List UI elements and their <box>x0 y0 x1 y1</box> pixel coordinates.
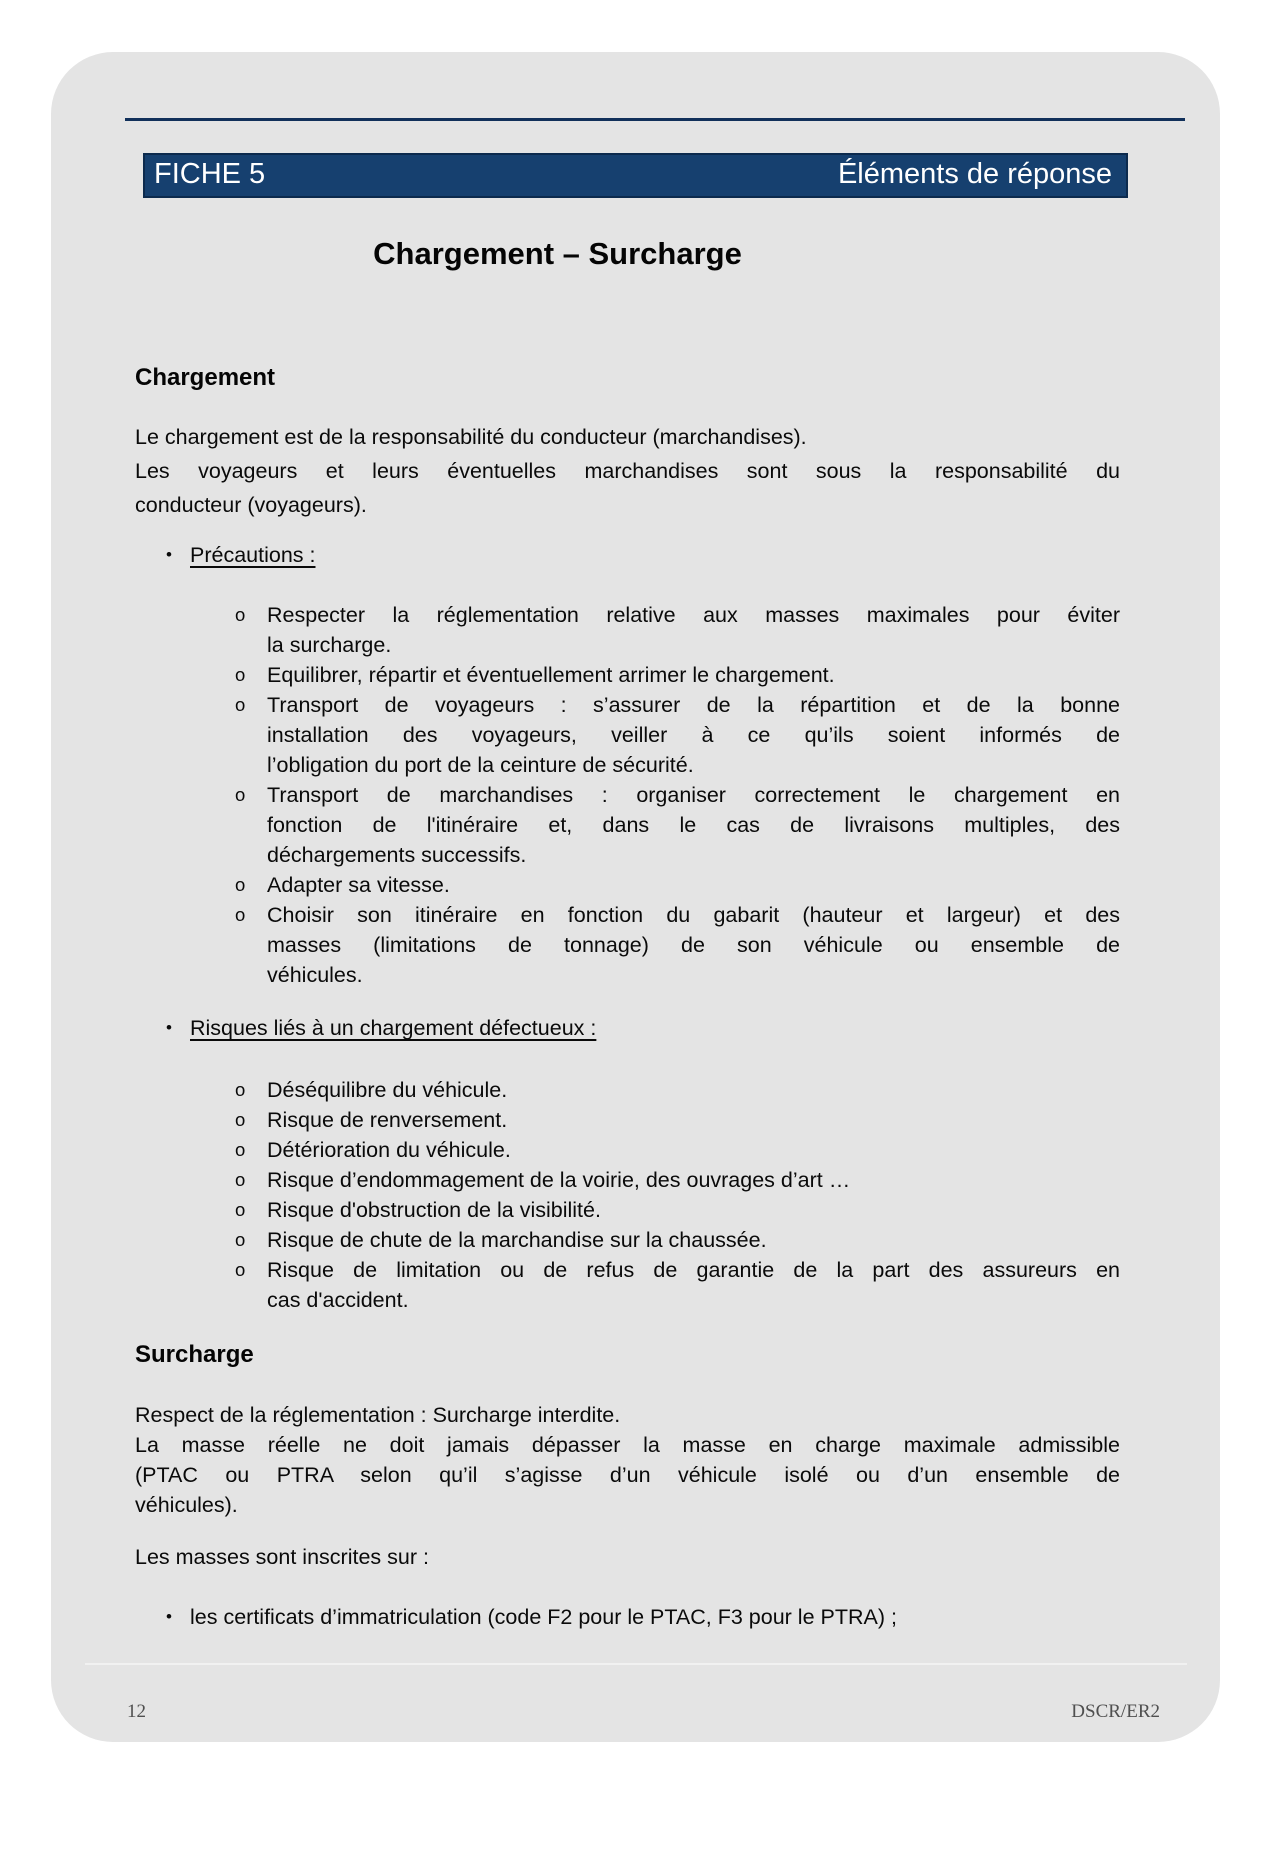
text-line: masses (limitations de tonnage) de son véhicule ou ensemble de <box>267 933 1120 957</box>
list-item <box>135 1165 1120 1195</box>
circle-bullet-icon: o <box>235 1199 246 1220</box>
text-line: Transport de marchandises : organiser correctement le chargement en <box>267 783 1120 807</box>
list-item-certificats <box>135 1602 1120 1632</box>
section-heading-surcharge: Surcharge <box>135 1341 254 1368</box>
list-item-precautions <box>135 540 1120 570</box>
dot-bullet-icon: • <box>166 545 172 564</box>
page-content <box>135 363 1120 1632</box>
risques-sublist <box>135 1075 1120 1315</box>
circle-bullet-icon: o <box>235 694 246 715</box>
text-line: installation des voyageurs, veiller à ce qu’ils soient informés de <box>267 723 1120 747</box>
banner-fiche-label: FICHE 5 <box>154 158 266 190</box>
list-item-text <box>267 1195 1120 1225</box>
doc-reference: DSCR/ER2 <box>1071 1701 1160 1722</box>
list-item-text <box>267 1105 1120 1135</box>
list-item <box>135 1255 1120 1315</box>
list-item <box>135 1195 1120 1225</box>
page-number: 12 <box>127 1701 146 1722</box>
circle-bullet-icon: o <box>235 1169 246 1190</box>
text-line: la surcharge. <box>267 633 392 657</box>
list-item-text <box>267 660 1120 690</box>
text-line: Le chargement est de la responsabilité du conducteur (marchandises). <box>135 425 807 449</box>
paragraph-surcharge <box>135 1400 1120 1520</box>
dot-bullet-icon: • <box>166 1018 172 1037</box>
circle-bullet-icon: o <box>235 1259 246 1280</box>
text-line: Respecter la réglementation relative aux masses maximales pour éviter <box>267 603 1120 627</box>
dot-bullet-icon: • <box>166 1607 172 1626</box>
list-item-text <box>267 1225 1120 1255</box>
list-item <box>135 600 1120 660</box>
text-line: Adapter sa vitesse. <box>267 873 450 897</box>
circle-bullet-icon: o <box>235 1229 246 1250</box>
banner-elements-label: Éléments de réponse <box>837 158 1112 190</box>
header-banner <box>143 153 1128 198</box>
circle-bullet-icon: o <box>235 784 246 805</box>
text-line: véhicules). <box>135 1493 238 1517</box>
text-line: l’obligation du port de la ceinture de sécurité. <box>267 753 694 777</box>
list-item <box>135 1105 1120 1135</box>
list-item <box>135 690 1120 780</box>
text-line: Déséquilibre du véhicule. <box>267 1078 508 1102</box>
circle-bullet-icon: o <box>235 664 246 685</box>
risques-label: Risques liés à un chargement défectueux : <box>190 1016 597 1040</box>
list-item <box>135 660 1120 690</box>
text-line: Risque de chute de la marchandise sur la chaussée. <box>267 1228 767 1252</box>
list-item <box>135 1075 1120 1105</box>
page-card <box>51 52 1220 1742</box>
list-item-risques <box>135 1013 1120 1043</box>
list-item-text <box>267 1165 1120 1195</box>
list-item <box>135 780 1120 870</box>
list-item-text <box>267 600 1120 660</box>
text-line: déchargements successifs. <box>267 843 527 867</box>
list-item-text <box>267 900 1120 990</box>
header-top-rule <box>125 118 1185 121</box>
paragraph-masses-intro <box>135 1540 1120 1574</box>
text-line: Risque de renversement. <box>267 1108 508 1132</box>
page-title: Chargement – Surcharge <box>373 236 742 271</box>
circle-bullet-icon: o <box>235 1139 246 1160</box>
text-line: Transport de voyageurs : s’assurer de la répartition et de la bonne <box>267 693 1120 717</box>
circle-bullet-icon: o <box>235 904 246 925</box>
list-item-text <box>267 690 1120 780</box>
text-line: fonction de l'itinéraire et, dans le cas de livraisons multiples, des <box>267 813 1120 837</box>
certificats-text: les certificats d’immatriculation (code F2 pour le PTAC, F3 pour le PTRA) ; <box>190 1605 897 1629</box>
paragraph-intro <box>135 420 1120 522</box>
text-line: Respect de la réglementation : Surcharge interdite. <box>135 1403 621 1427</box>
section-heading-chargement: Chargement <box>135 364 276 391</box>
precautions-label: Précautions : <box>190 543 316 567</box>
text-line: Les voyageurs et leurs éventuelles marchandises sont sous la responsabilité du <box>135 459 1120 483</box>
footer-rule <box>85 1663 1187 1665</box>
circle-bullet-icon: o <box>235 604 246 625</box>
page-footer <box>127 1701 1160 1723</box>
list-item-text <box>267 1135 1120 1165</box>
text-line: Choisir son itinéraire en fonction du gabarit (hauteur et largeur) et des <box>267 903 1120 927</box>
text-line: véhicules. <box>267 963 363 987</box>
circle-bullet-icon: o <box>235 874 246 895</box>
text-line: Equilibrer, répartir et éventuellement arrimer le chargement. <box>267 663 835 687</box>
text-line: La masse réelle ne doit jamais dépasser la masse en charge maximale admissible <box>135 1433 1120 1457</box>
list-item <box>135 1225 1120 1255</box>
list-item-text <box>267 780 1120 870</box>
list-item-text <box>267 1255 1120 1315</box>
list-item-text <box>267 870 1120 900</box>
circle-bullet-icon: o <box>235 1079 246 1100</box>
list-item <box>135 900 1120 990</box>
text-line: Risque d’endommagement de la voirie, des ouvrages d’art … <box>267 1168 851 1192</box>
text-line: conducteur (voyageurs). <box>135 493 367 517</box>
list-item-text <box>267 1075 1120 1105</box>
text-line: (PTAC ou PTRA selon qu’il s’agisse d’un véhicule isolé ou d’un ensemble de <box>135 1463 1120 1487</box>
precautions-sublist <box>135 600 1120 990</box>
text-line: cas d'accident. <box>267 1288 409 1312</box>
text-line: Détérioration du véhicule. <box>267 1138 511 1162</box>
text-line: Risque d'obstruction de la visibilité. <box>267 1198 601 1222</box>
text-line: Les masses sont inscrites sur : <box>135 1545 429 1569</box>
circle-bullet-icon: o <box>235 1109 246 1130</box>
text-line: Risque de limitation ou de refus de garantie de la part des assureurs en <box>267 1258 1120 1282</box>
list-item <box>135 870 1120 900</box>
list-item <box>135 1135 1120 1165</box>
